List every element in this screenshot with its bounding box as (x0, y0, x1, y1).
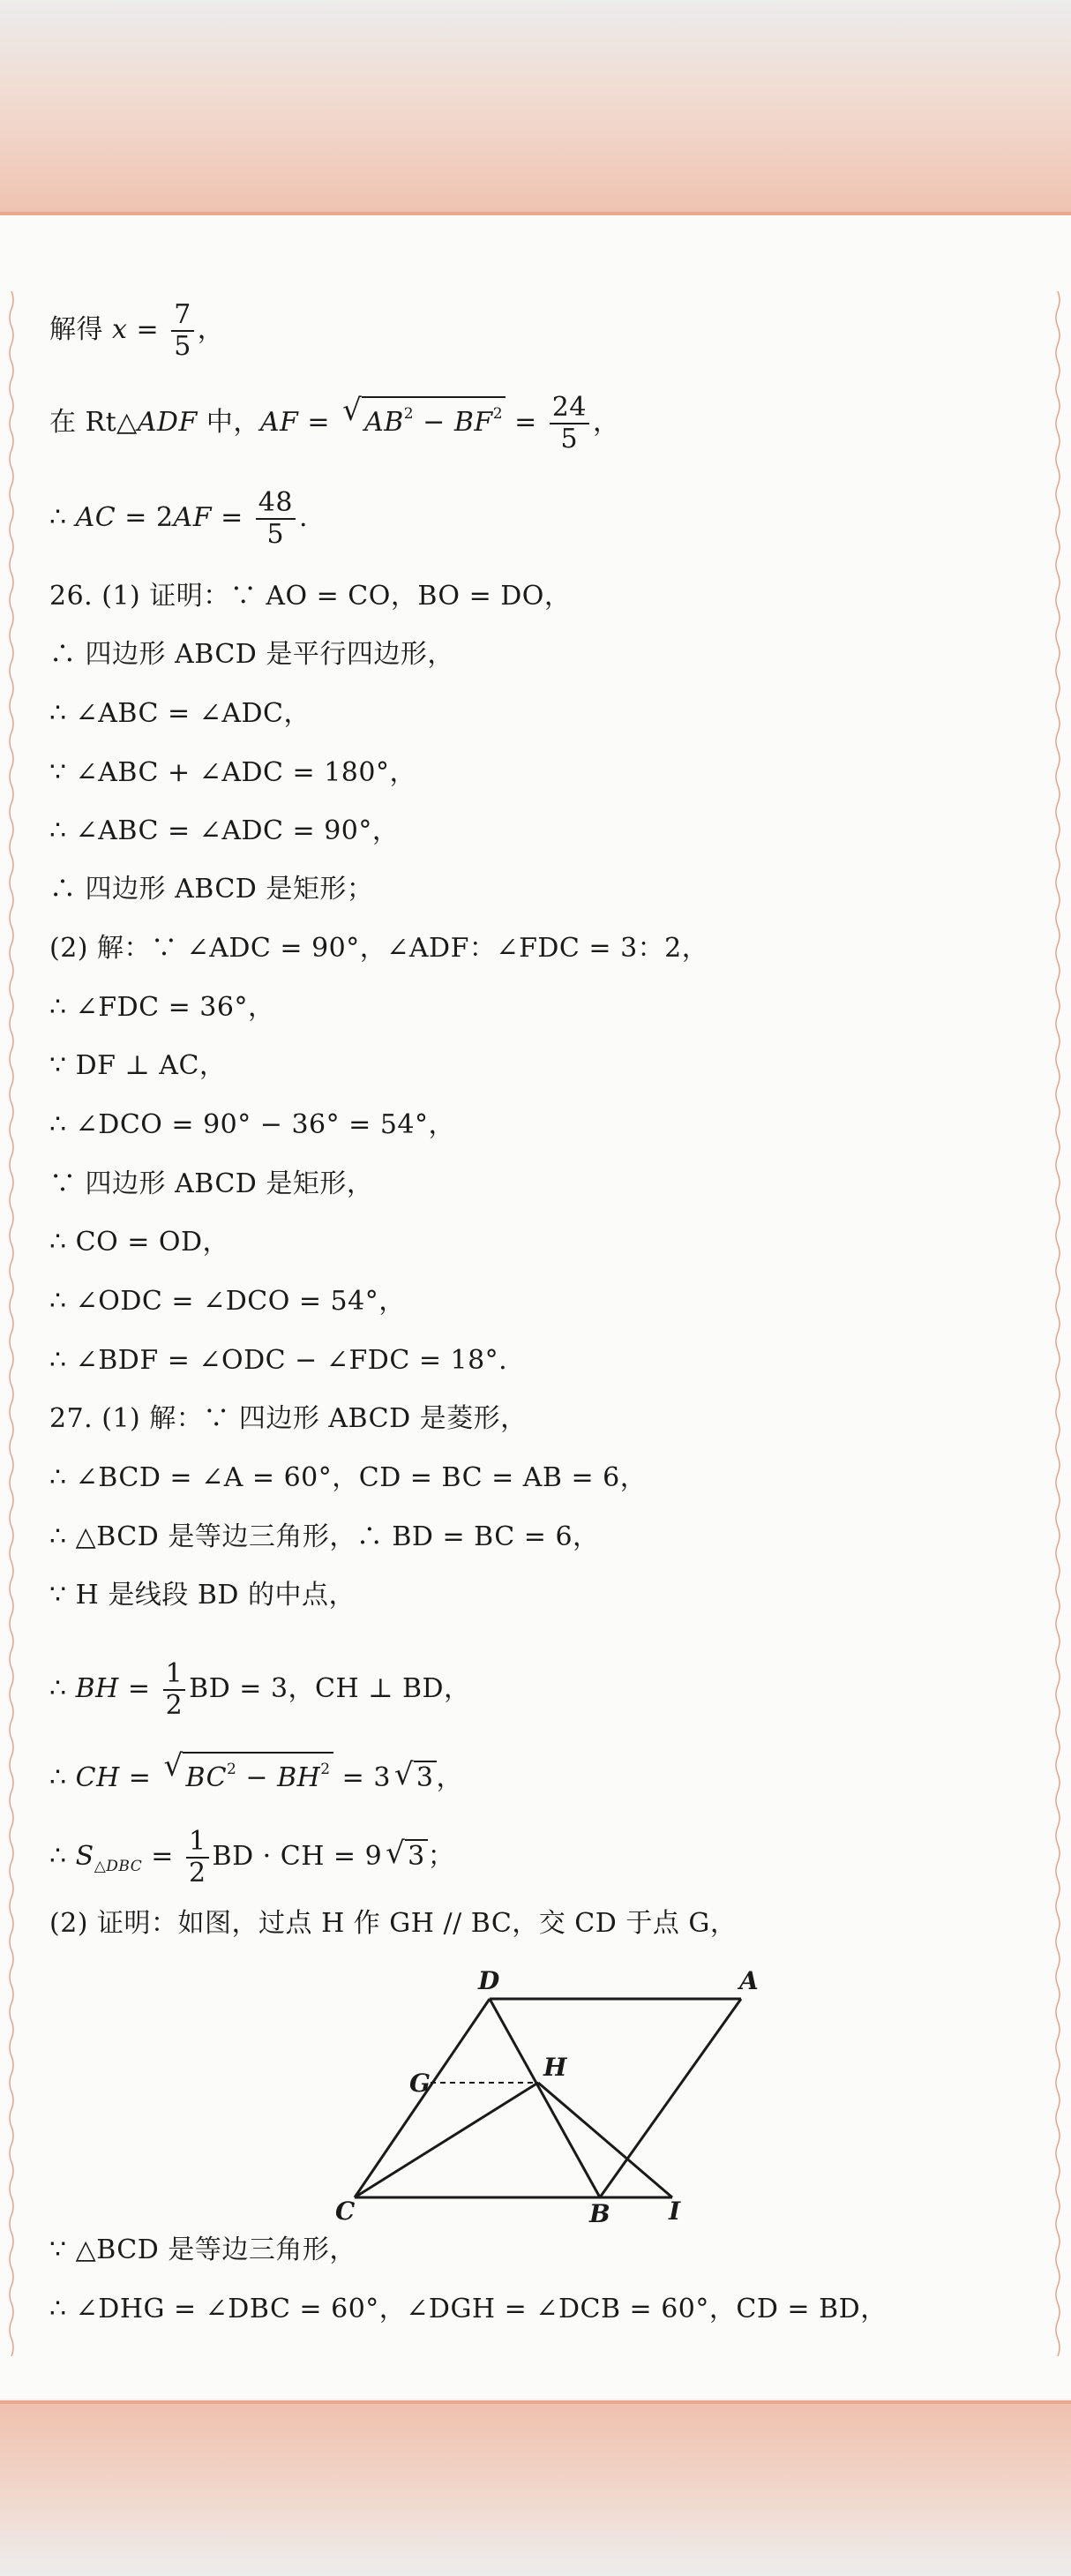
line-26-4: ∵ ∠ABC + ∠ADC = 180°， (49, 757, 416, 788)
segment-dc (355, 1999, 490, 2197)
line-27-1: 27. (1) 解：∵ 四边形 ABCD 是菱形， (49, 1403, 528, 1434)
square-root: √ 3 (386, 1839, 428, 1874)
fraction: $\frac{48}{5}$ (256, 488, 296, 550)
line-26-14: ∴ ∠BDF = ∠ODC − ∠FDC = 18°. (49, 1345, 508, 1376)
line-27-10: ∴ ∠DHG = ∠DBC = 60°，∠DGH = ∠DCB = 60°，CD = BD， (49, 2294, 888, 2324)
label-c: C (335, 2197, 356, 2224)
segment-ch (355, 2083, 538, 2197)
line-26-6: ∴ 四边形 ABCD 是矩形； (49, 874, 374, 905)
label-i: I (669, 2197, 681, 2224)
line-26-3: ∴ ∠ABC = ∠ADC， (49, 698, 311, 729)
line-27-7: ∴ $S_{\triangle DBC}$ = $\frac{1}{2}$ BD · CH = 9 √ 3 ； (49, 1826, 455, 1889)
line-ac: ∴ AC = 2AF = $\frac{48}{5}$ . (49, 487, 308, 550)
line-26-8: ∴ ∠FDC = 36°， (49, 992, 275, 1023)
line-27-6: ∴ CH = √ $BC^2 - BH^2 = 3$ √ 3 ， (49, 1752, 463, 1796)
line-27-4: ∵ H 是线段 BD 的中点， (49, 1580, 356, 1611)
label-b: B (589, 2199, 610, 2224)
line-26-10: ∴ ∠DCO = 90° − 36° = 54°， (49, 1109, 456, 1140)
line-26-7: (2) 解：∵ ∠ADC = 90°，∠ADF：∠FDC = 3：2， (49, 933, 709, 964)
geometry-figure (335, 1959, 794, 2224)
line-26-9: ∵ DF ⊥ AC， (49, 1050, 227, 1081)
square-root: √ $BC^2 - BH^2$ (163, 1752, 333, 1796)
label-h: H (543, 2053, 567, 2082)
fraction: $\frac{1}{2}$ (186, 1827, 209, 1889)
label-a: A (739, 1966, 759, 1995)
line-27-5: ∴ BH = $\frac{1}{2}$ BD = 3，CH ⊥ BD， (49, 1658, 471, 1721)
line-solve-x: 解得 x = $\frac{7}{5}$ ， (49, 299, 225, 362)
line-26-13: ∴ ∠ODC = ∠DCO = 54°， (49, 1286, 406, 1317)
line-26-12: ∴ CO = OD， (49, 1227, 230, 1258)
square-root: √ $AB^2 - BF^2$ (342, 396, 506, 440)
segment-db (490, 1999, 600, 2197)
line-27-3: ∴ △BCD 是等边三角形，∴ BD = BC = 6， (49, 1521, 600, 1552)
line-27-2: ∴ ∠BCD = ∠A = 60°，CD = BC = AB = 6， (49, 1462, 648, 1493)
line-27-8: (2) 证明：如图，过点 H 作 GH // BC，交 CD 于点 G， (49, 1908, 738, 1939)
line-26-2: ∴ 四边形 ABCD 是平行四边形， (49, 639, 454, 670)
segment-ab (600, 1999, 741, 2197)
fraction: $\frac{1}{2}$ (163, 1659, 186, 1721)
line-26-1: 26. (1) 证明：∵ AO = CO，BO = DO， (49, 581, 572, 612)
segment-hi (538, 2083, 672, 2197)
line-26-11: ∵ 四边形 ABCD 是矩形， (49, 1168, 374, 1199)
line-27-9: ∵ △BCD 是等边三角形， (49, 2234, 356, 2265)
fraction: $\frac{7}{5}$ (171, 300, 194, 362)
line-26-5: ∴ ∠ABC = ∠ADC = 90°， (49, 815, 400, 846)
square-root: √ 3 (394, 1761, 437, 1796)
label-g: G (409, 2069, 431, 2098)
fraction: $\frac{24}{5}$ (550, 393, 589, 454)
line-af: 在 Rt△ADF 中，AF = √ $AB^2 - BF^2$ = $\frac{24}{5}$ ， (49, 392, 620, 454)
label-d: D (478, 1966, 500, 1995)
